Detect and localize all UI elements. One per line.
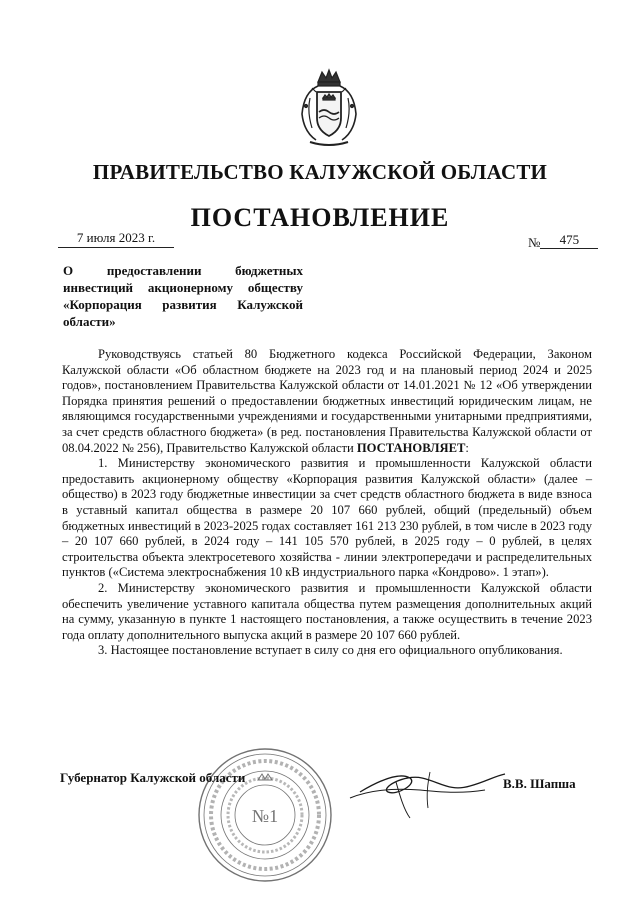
document-date-value: 7 июля 2023 г.: [76, 230, 156, 245]
document-type-title: ПОСТАНОВЛЕНИЕ: [190, 203, 450, 232]
document-subject: О предоставлении бюджетных инвестиций акционерному обществу «Корпорация развития Калужской области»: [63, 263, 303, 329]
item-2-paragraph: 2. Министерству экономического развития и промышленности Калужской области обеспечить увеличение уставного капитала общества путем размещения дополнительных акций на сумму, указанную в пункте 1 настоящего постановления, а также осуществить в течение 2023 года оплату дополнительного выпуска акций в размере 20 107 660 рублей.: [62, 580, 592, 642]
seal-number: №1: [251, 806, 279, 826]
document-body: [62, 347, 592, 659]
signatory-title: Губернатор Калужской области: [60, 770, 246, 785]
coat-of-arms-emblem: [298, 68, 360, 150]
signatory-name: В.В. Шапша: [503, 776, 576, 791]
preamble-paragraph: [62, 347, 592, 456]
document-number: [528, 232, 598, 252]
item-3-paragraph: 3. Настоящее постановление вступает в силу со дня его официального опубликования.: [98, 643, 563, 658]
item-1-paragraph: 1. Министерству экономического развития и промышленности Калужской области предоставить акционерному обществу «Корпорация развития Калужской области» (далее – общество) в 2023 году бюджетные инвестиции за счет средств областного бюджета в виде взноса в уставный капитал общества в размере 20 107 660 рублей, общий (предельный) объем бюджетных инвестиций в 2023-2025 годах составляет 161 213 230 рублей, в том числе в 2023 году – 20 107 660 рублей, в 2024 году – 141 105 570 рублей, в 2025 году – 0 рублей, в целях строительства объекта электросетевого хозяйства - линии электропередачи и распределительных пунктов («Система электроснабжения 10 кВ индустриального парка «Кондрово». 1 этап»).: [62, 456, 592, 580]
government-title: ПРАВИТЕЛЬСТВО КАЛУЖСКОЙ ОБЛАСТИ: [92, 160, 548, 184]
document-date: [58, 230, 174, 248]
handwritten-signature: [300, 752, 510, 822]
decree-word: ПОСТАНОВЛЯЕТ: [356, 440, 466, 455]
decree-colon: :: [465, 440, 469, 455]
number-sign: №: [528, 235, 541, 250]
preamble-text: Руководствуясь статьей 80 Бюджетного кодекса Российской Федерации, Законом Калужской области «Об областном бюджете на 2023 год и на плановый период 2024 и 2025 годов», постановлением Правительства Калужской области от 14.01.2021 № 12 «Об утверждении Порядка принятия решений о предоставлении бюджетных инвестиций юридическим лицам, не являющимся государственными учреждениями и государственными унитарными предприятиями, за счет средств областного бюджета» (в ред. постановления Правительства Калужской области от 08.04.2022 № 256), Правительство Калужской области: [62, 347, 592, 455]
document-number-value: 475: [540, 232, 598, 249]
